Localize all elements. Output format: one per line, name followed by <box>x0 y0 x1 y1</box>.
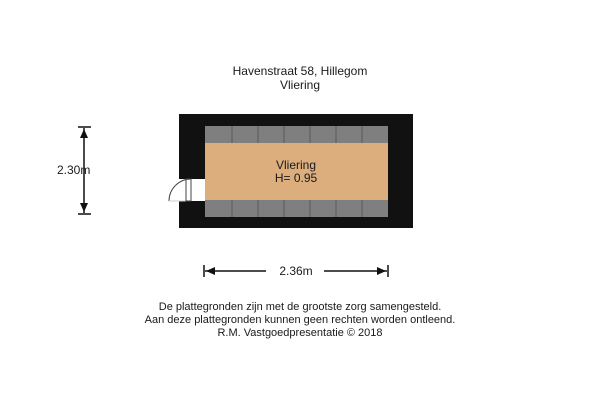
disclaimer-line-1: De plattegronden zijn met de grootste zorg samengesteld. <box>158 301 442 313</box>
height-arrow-top <box>80 129 88 138</box>
room-name: Vliering <box>275 158 317 172</box>
floor-title: Vliering <box>279 78 321 92</box>
height-arrow-bottom <box>80 203 88 212</box>
copyright-line: R.M. Vastgoedpresentatie © 2018 <box>217 327 383 339</box>
door-opening <box>179 179 205 201</box>
room-height-label: H= 0.95 <box>274 171 318 185</box>
width-arrow-right <box>377 267 386 275</box>
width-dimension-label: 2.36m <box>279 264 313 278</box>
width-arrow-left <box>206 267 215 275</box>
disclaimer-line-2: Aan deze plattegronden kunnen geen rechten worden ontleend. <box>144 314 456 326</box>
address-title: Havenstraat 58, Hillegom <box>232 64 368 78</box>
height-dimension-label: 2.30m <box>57 163 91 177</box>
